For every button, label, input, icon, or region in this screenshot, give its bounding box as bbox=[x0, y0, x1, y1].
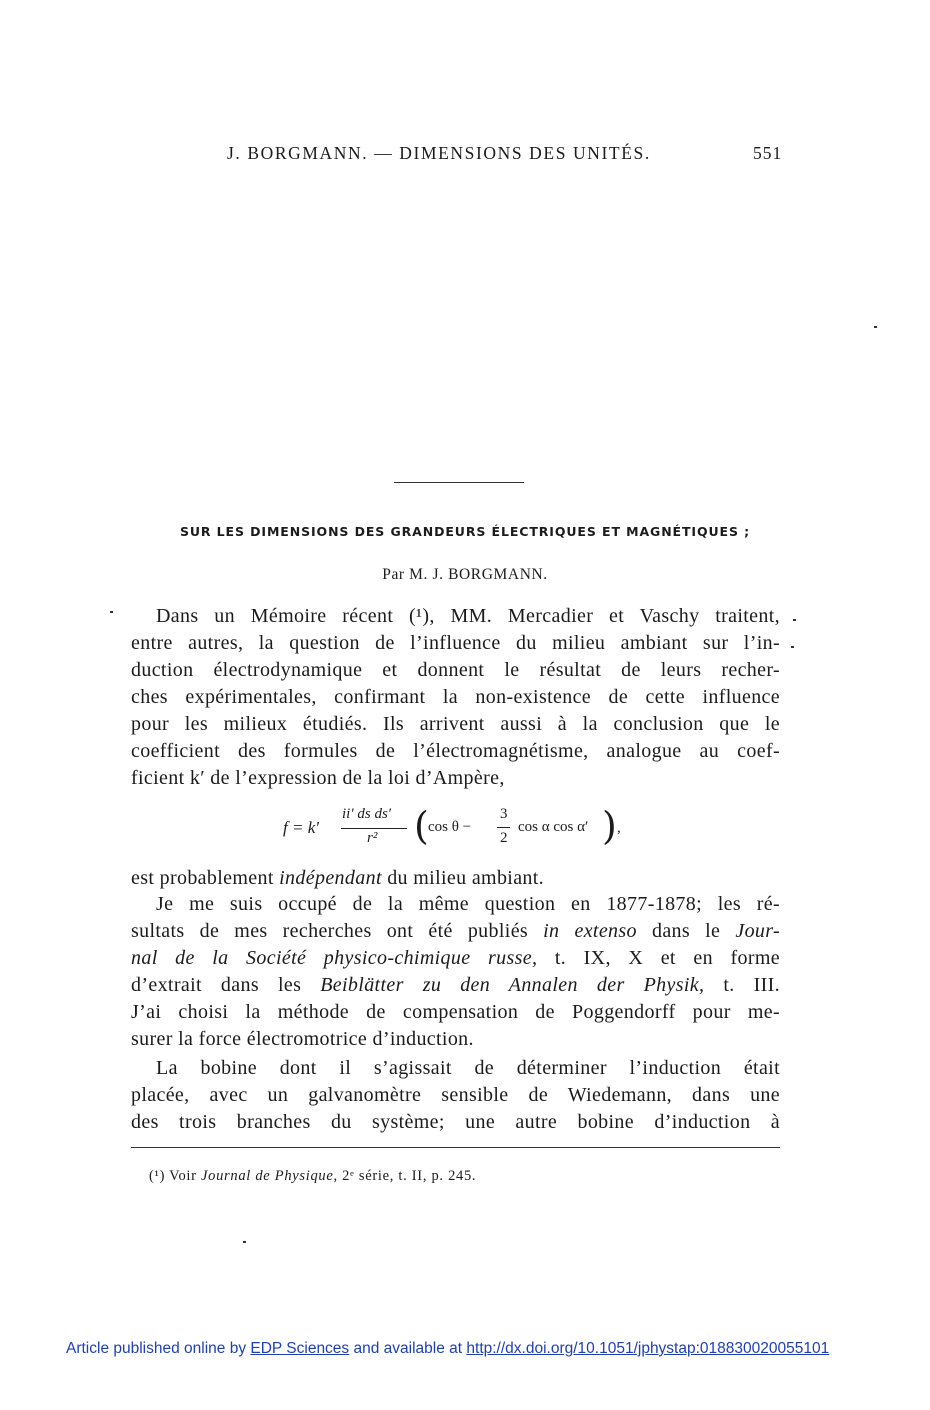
formula-fraction-denominator: 2 bbox=[500, 830, 508, 846]
paragraph-line: La bobine dont il s’agissait de déterminer l’induction était bbox=[156, 1057, 780, 1079]
paragraph-line: duction électrodynamique et donnent le résultat de leurs recher- bbox=[131, 659, 780, 681]
formula-trailing-comma: , bbox=[617, 820, 621, 836]
article-byline: Par M. J. BORGMANN. bbox=[382, 566, 548, 583]
footer-middle: and available at bbox=[349, 1340, 467, 1357]
formula-lhs: f = k′ bbox=[283, 818, 319, 837]
formula-cos-theta: cos θ − bbox=[428, 819, 472, 835]
footnote-rule bbox=[131, 1147, 780, 1148]
paragraph-line: coefficient des formules de l’électromagnétisme, analogue au coef- bbox=[131, 740, 780, 762]
left-parenthesis: ( bbox=[414, 804, 429, 848]
paragraph-line: est probablement indépendant du milieu ambiant. bbox=[131, 867, 545, 889]
scan-speck bbox=[793, 619, 796, 621]
paragraph-line: des trois branches du système; une autre bobine d’induction à bbox=[131, 1111, 780, 1133]
paragraph-line: ches expérimentales, confirmant la non-existence de cette influence bbox=[131, 686, 780, 708]
formula-fraction-numerator: 3 bbox=[500, 806, 508, 822]
footer-prefix: Article published online by bbox=[66, 1340, 251, 1357]
publication-footer bbox=[66, 1340, 829, 1358]
scan-speck bbox=[874, 326, 877, 328]
formula-denominator: r² bbox=[367, 830, 378, 846]
formula-numerator: ii′ ds ds′ bbox=[342, 806, 392, 822]
paragraph-line: J’ai choisi la méthode de compensation de Poggendorff pour me- bbox=[131, 1001, 780, 1023]
running-head-title: J. BORGMANN. — DIMENSIONS DES UNITÉS. bbox=[227, 143, 651, 163]
paragraph-line: sultats de mes recherches ont été publiés in extenso dans le Jour- bbox=[131, 920, 781, 942]
right-parenthesis: ) bbox=[602, 804, 617, 848]
scan-speck bbox=[243, 1241, 246, 1243]
paragraph-line: entre autres, la question de l’influence du milieu ambiant sur l’in- bbox=[131, 632, 780, 654]
paragraph-line: placée, avec un galvanomètre sensible de Wiedemann, dans une bbox=[131, 1084, 780, 1106]
fraction-bar bbox=[341, 828, 407, 829]
article-title: SUR LES DIMENSIONS DES GRANDEURS ÉLECTRIQUES ET MAGNÉTIQUES ; bbox=[179, 524, 751, 539]
scan-speck bbox=[791, 646, 794, 648]
doi-link[interactable]: http://dx.doi.org/10.1051/jphystap:018830020055101 bbox=[466, 1340, 830, 1357]
paragraph-line: Dans un Mémoire récent (¹), MM. Mercadier et Vaschy traitent, bbox=[156, 605, 780, 627]
edp-sciences-link[interactable]: EDP Sciences bbox=[250, 1340, 350, 1357]
section-divider bbox=[394, 482, 524, 483]
paragraph-line: pour les milieux étudiés. Ils arrivent aussi à la conclusion que le bbox=[131, 713, 780, 735]
paragraph-line: ficient k′ de l’expression de la loi d’Ampère, bbox=[131, 767, 505, 789]
paragraph-line: nal de la Société physico-chimique russe, t. IX, X et en forme bbox=[131, 947, 780, 969]
paragraph-line: d’extrait dans les Beiblätter zu den Annalen der Physik, t. III. bbox=[131, 974, 780, 996]
paragraph-line: Je me suis occupé de la même question en 1877-1878; les ré- bbox=[156, 893, 780, 915]
formula-cos-alpha: cos α cos α′ bbox=[518, 819, 589, 835]
fraction-bar bbox=[497, 827, 510, 828]
running-head bbox=[0, 143, 930, 167]
page-number: 551 bbox=[753, 143, 783, 163]
scan-speck bbox=[110, 611, 113, 613]
ampere-formula bbox=[283, 806, 683, 852]
paragraph-line: surer la force électromotrice d’induction. bbox=[131, 1028, 474, 1050]
footnote: (¹) Voir Journal de Physique, 2ᵉ série, t. II, p. 245. bbox=[149, 1168, 477, 1184]
